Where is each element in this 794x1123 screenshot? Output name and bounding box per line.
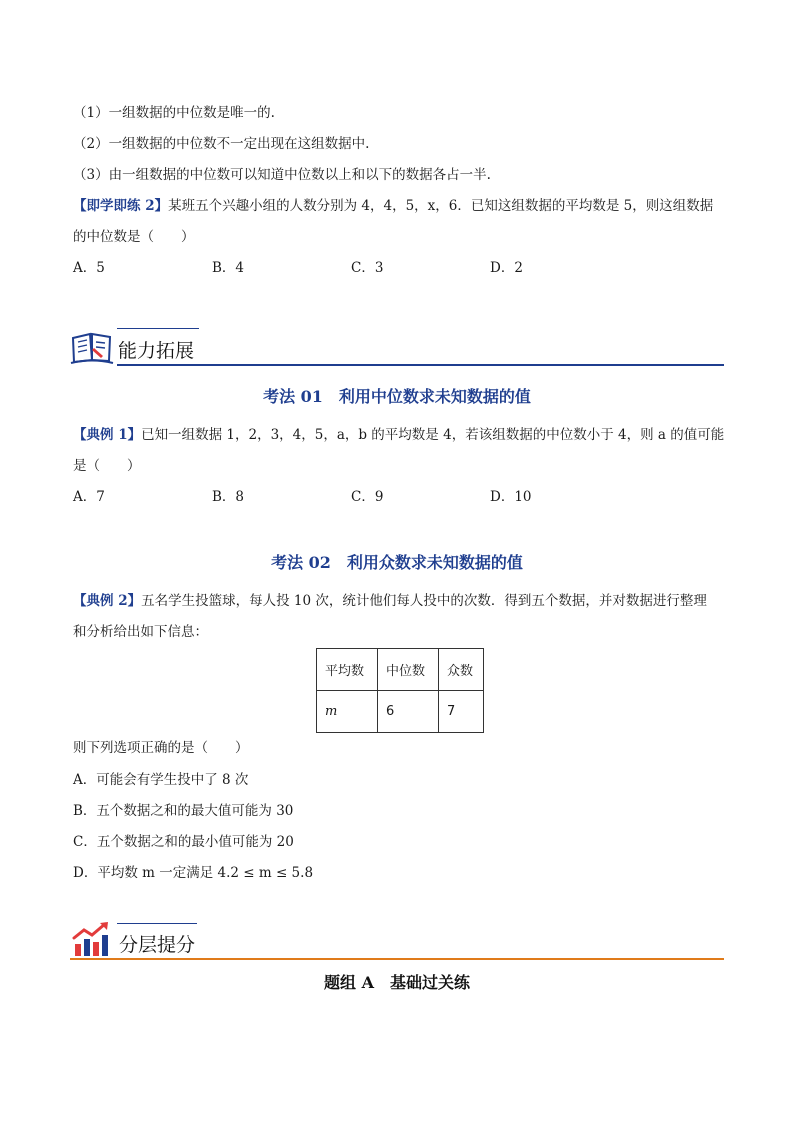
option-a[interactable]: A．可能会有学生投中了 8 次 — [73, 772, 249, 788]
header-accent-line — [117, 923, 197, 924]
table-cell-mean: m — [317, 691, 378, 733]
option-b[interactable]: B．五个数据之和的最大值可能为 30 — [73, 803, 294, 819]
method2-title: 考法 02 利用众数求未知数据的值 — [271, 553, 523, 572]
option-c[interactable]: C．五个数据之和的最小值可能为 20 — [73, 834, 294, 850]
option-b[interactable]: B．4 — [212, 260, 245, 276]
example2-stem-line2: 和分析给出如下信息： — [73, 624, 208, 640]
example1-stem-line1 — [73, 425, 724, 445]
option-c[interactable]: C．9 — [351, 489, 384, 505]
practice2-options — [73, 258, 629, 278]
practice2-tag: 【即学即练 2】 — [73, 198, 169, 214]
table-header-mean: 平均数 — [317, 649, 378, 691]
example2-question: 则下列选项正确的是（ ） — [73, 740, 249, 756]
example1-text: 已知一组数据 1，2，3，4，5，a，b 的平均数是 4，若该组数据的中位数小于 4，则 a 的值可能 — [141, 427, 725, 443]
example1-tag: 【典例 1】 — [73, 427, 142, 443]
practice2-stem-line1 — [73, 196, 713, 216]
section-title: 能力拓展 — [118, 340, 195, 362]
option-d[interactable]: D．2 — [490, 260, 523, 276]
section-header-tiered — [70, 918, 724, 962]
header-accent-line — [117, 328, 199, 329]
table-cell-mode: 7 — [439, 691, 484, 733]
section-header-ability — [70, 322, 724, 368]
table-row — [317, 691, 484, 733]
group-a-title: 题组 A 基础过关练 — [324, 973, 470, 992]
example1-options — [73, 487, 629, 507]
growth-chart-icon — [72, 920, 112, 958]
practice2-text: 某班五个兴趣小组的人数分别为 4，4，5，x，6．已知这组数据的平均数是 5，则这组数据 — [168, 198, 714, 214]
header-underline — [117, 364, 724, 366]
practice2-stem-line2: 的中位数是（ ） — [73, 229, 195, 245]
book-icon — [70, 328, 114, 366]
table-header-median: 中位数 — [378, 649, 439, 691]
table-header-mode: 众数 — [439, 649, 484, 691]
method1-title: 考法 01 利用中位数求未知数据的值 — [263, 387, 531, 406]
table-cell-median: 6 — [378, 691, 439, 733]
example2-text: 五名学生投篮球，每人投 10 次，统计他们每人投中的次数．得到五个数据，并对数据进行整理 — [141, 593, 707, 609]
stats-table — [316, 648, 484, 733]
option-d[interactable]: D．平均数 m 一定满足 4.2 ≤ m ≤ 5.8 — [73, 865, 314, 881]
example1-stem-line2: 是（ ） — [73, 458, 141, 474]
table-row — [317, 649, 484, 691]
option-a[interactable]: A．5 — [73, 260, 105, 276]
note-1: （1）一组数据的中位数是唯一的. — [73, 105, 275, 121]
section-title: 分层提分 — [119, 934, 196, 956]
note-3: （3）由一组数据的中位数可以知道中位数以上和以下的数据各占一半. — [73, 167, 491, 183]
header-underline — [70, 958, 724, 960]
note-2: （2）一组数据的中位数不一定出现在这组数据中. — [73, 136, 370, 152]
option-c[interactable]: C．3 — [351, 260, 384, 276]
option-d[interactable]: D．10 — [490, 489, 532, 505]
example2-stem-line1 — [73, 591, 707, 611]
example2-tag: 【典例 2】 — [73, 593, 142, 609]
option-a[interactable]: A．7 — [73, 489, 105, 505]
option-b[interactable]: B．8 — [212, 489, 245, 505]
